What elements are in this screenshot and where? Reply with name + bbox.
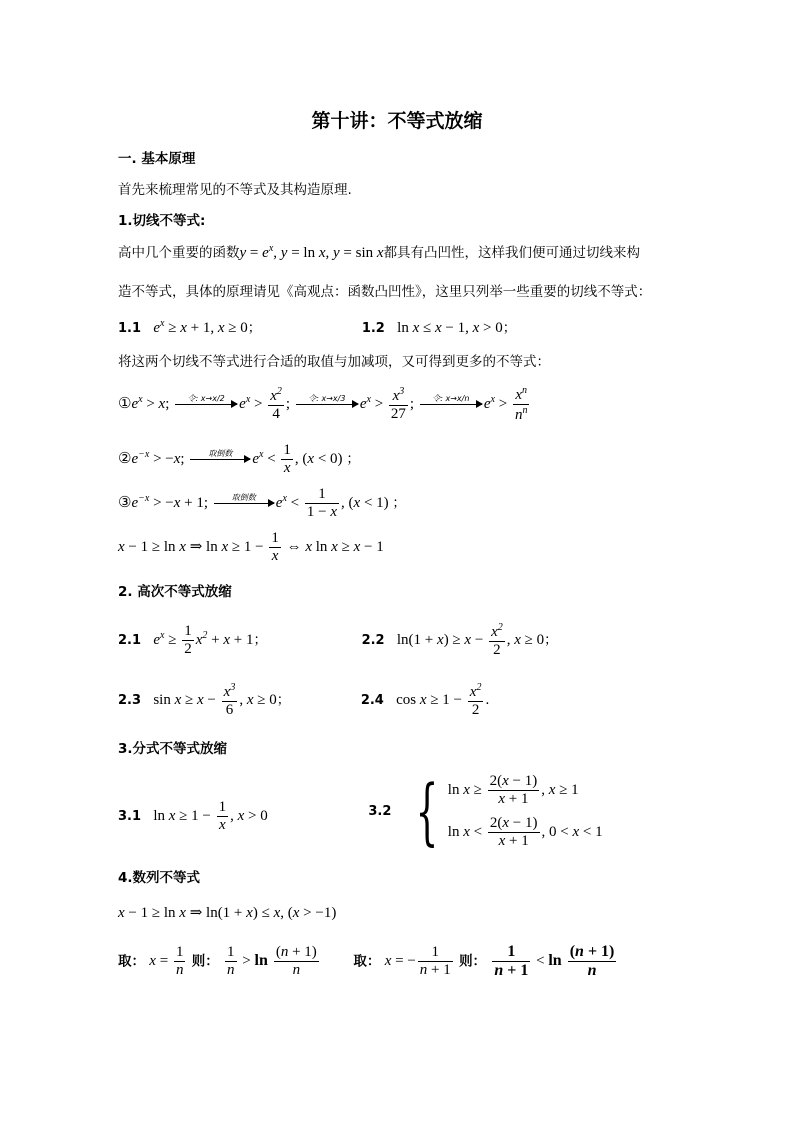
tangent-inequality-row — [118, 316, 516, 337]
circle-two: ② — [118, 449, 132, 468]
sequence-row-2 — [118, 943, 618, 981]
formula-4-sub1: x = $\frac{1}{n}$ — [149, 944, 184, 979]
label-3-1: 3.1 — [118, 808, 142, 824]
formula-1-1: $e^x \ge x + 1$, x ≥ 0 — [153, 318, 248, 336]
section-heading-basic: 一. 基本原理 — [118, 151, 196, 167]
label-2-3: 2.3 — [118, 693, 142, 709]
semicolon: ； — [346, 451, 360, 468]
higher-order-row-1 — [118, 622, 558, 660]
paragraph-principle: 造不等式，具体的原理请见《高观点：函数凸凹性》，这里只列举一些重要的切线不等式： — [118, 284, 652, 300]
para-text-b: 都具有凸凹性，这样我们便可通过切线来构 — [383, 245, 641, 261]
take-label: 取： — [118, 953, 145, 970]
page-title: 第十讲：不等式放缩 — [311, 110, 483, 132]
label-2-1: 2.1 — [118, 633, 142, 649]
label-3-2: 3.2 — [368, 804, 392, 819]
label-2-2: 2.2 — [361, 633, 385, 649]
semicolon: ； — [247, 320, 262, 336]
arrow-substitute-2: 令: x→x/2 — [175, 395, 237, 415]
formula-4-res1: $\frac{1}{n}$ > ln $\frac{(n + 1)}{n}$ — [227, 944, 317, 979]
intro-text: 首先来梳理常见的不等式及其构造原理. — [118, 182, 352, 198]
formula-row2: $e^{-x} > -x$; 取倒数 $e^x$ < $\frac{1}{x}$ , (x < 0) — [131, 442, 343, 477]
subheading-tangent: 1.切线不等式: — [118, 213, 206, 229]
paragraph-functions — [118, 241, 640, 262]
section-heading-sequence: 4.数列不等式 — [118, 870, 201, 886]
formula-row4: x − 1 ≥ ln x ⇒ ln x ≥ 1 − $\frac{1}{x}$ ⇔ x ln x ≥ x − 1 — [118, 530, 384, 565]
paragraph-derive: 将这两个切线不等式进行合适的取值与加减项，又可得到更多的不等式： — [118, 354, 550, 370]
formula-4-base: x − 1 ≥ ln x ⇒ ln(1 + x) ≤ x, (x > −1) — [118, 905, 337, 921]
semicolon: ； — [276, 692, 291, 709]
formula-3-2-system: ln x ≥ $\frac{2(x - 1)}{x + 1}$ , x ≥ 1 ln x < $\frac{2(x - 1)}{x + 1}$ , 0 < x < 1 — [447, 773, 603, 849]
formula-2-1: $e^x$ ≥ $\frac{1}{2}$ $x^2 + x + 1$ — [153, 623, 254, 658]
then-label-2: 则： — [459, 953, 487, 970]
arrow-substitute-3: 令: x→x/3 — [296, 395, 358, 415]
formula-3-1: ln x ≥ 1 − $\frac{1}{x}$ , x > 0 — [153, 798, 268, 833]
derived-row-1 — [118, 385, 531, 425]
take-label-2: 取： — [353, 953, 381, 970]
semicolon: ； — [392, 495, 406, 512]
section-heading-higher-order: 2. 高次不等式放缩 — [118, 584, 232, 600]
derived-row-3 — [118, 486, 406, 522]
label-1-2: 1.2 — [361, 321, 385, 336]
higher-order-row-2 — [118, 682, 489, 720]
formula-4-res2: $\frac{1}{n + 1}$ < ln $\frac{(n + 1)}{n}$ — [494, 943, 615, 980]
semicolon: ； — [544, 632, 558, 649]
derived-row-4 — [118, 530, 384, 566]
label-2-4: 2.4 — [360, 693, 384, 709]
formula-2-3: sin x ≥ x − $\frac{x^3}{6}$ , x ≥ 0 — [153, 682, 277, 719]
sequence-row-1 — [118, 903, 336, 922]
circle-one: ① — [118, 394, 132, 413]
circle-three: ③ — [118, 493, 132, 512]
formula-row1: $e^x > x$; 令: x→x/2 $e^x$ > $\frac{x^2}{4}$ ; 令: x→x/3 $e^x$ > $\frac{x^3}{27}$ ; 令: x→x/n $e^x$ > $\frac{x^n}{n^n}$ — [131, 385, 528, 424]
formula-2-4: cos x ≥ 1 − $\frac{x^2}{2}$ . — [396, 682, 490, 719]
arrow-take-reciprocal: 取倒数 — [190, 450, 250, 470]
then-label: 则： — [191, 953, 219, 970]
para-text-a: 高中几个重要的函数 — [118, 245, 240, 261]
section-heading-fraction: 3.分式不等式放缩 — [118, 741, 228, 757]
arrow-substitute-n: 令: x→x/n — [420, 395, 482, 415]
semicolon: ； — [253, 632, 267, 649]
derived-row-2 — [118, 442, 360, 478]
formula-1-2: ln x ≤ x − 1, x > 0 — [397, 320, 503, 336]
label-1-1: 1.1 — [118, 321, 142, 336]
formula-row3: $e^{-x} > -x + 1$; 取倒数 $e^x$ < $\frac{1}{1 - x}$ , (x < 1) — [131, 486, 389, 521]
arrow-take-reciprocal-2: 取倒数 — [214, 494, 274, 514]
formula-2-2: ln(1 + x) ≥ x − $\frac{x^2}{2}$ , x ≥ 0 — [396, 622, 545, 659]
brace-icon: { — [415, 769, 439, 854]
semicolon: ； — [502, 320, 517, 336]
math-functions: $y = e^x$, y = ln x, y = sin x — [239, 243, 384, 261]
formula-4-sub2: x = − $\frac{1}{n + 1}$ — [384, 944, 451, 979]
fraction-row — [118, 770, 603, 853]
